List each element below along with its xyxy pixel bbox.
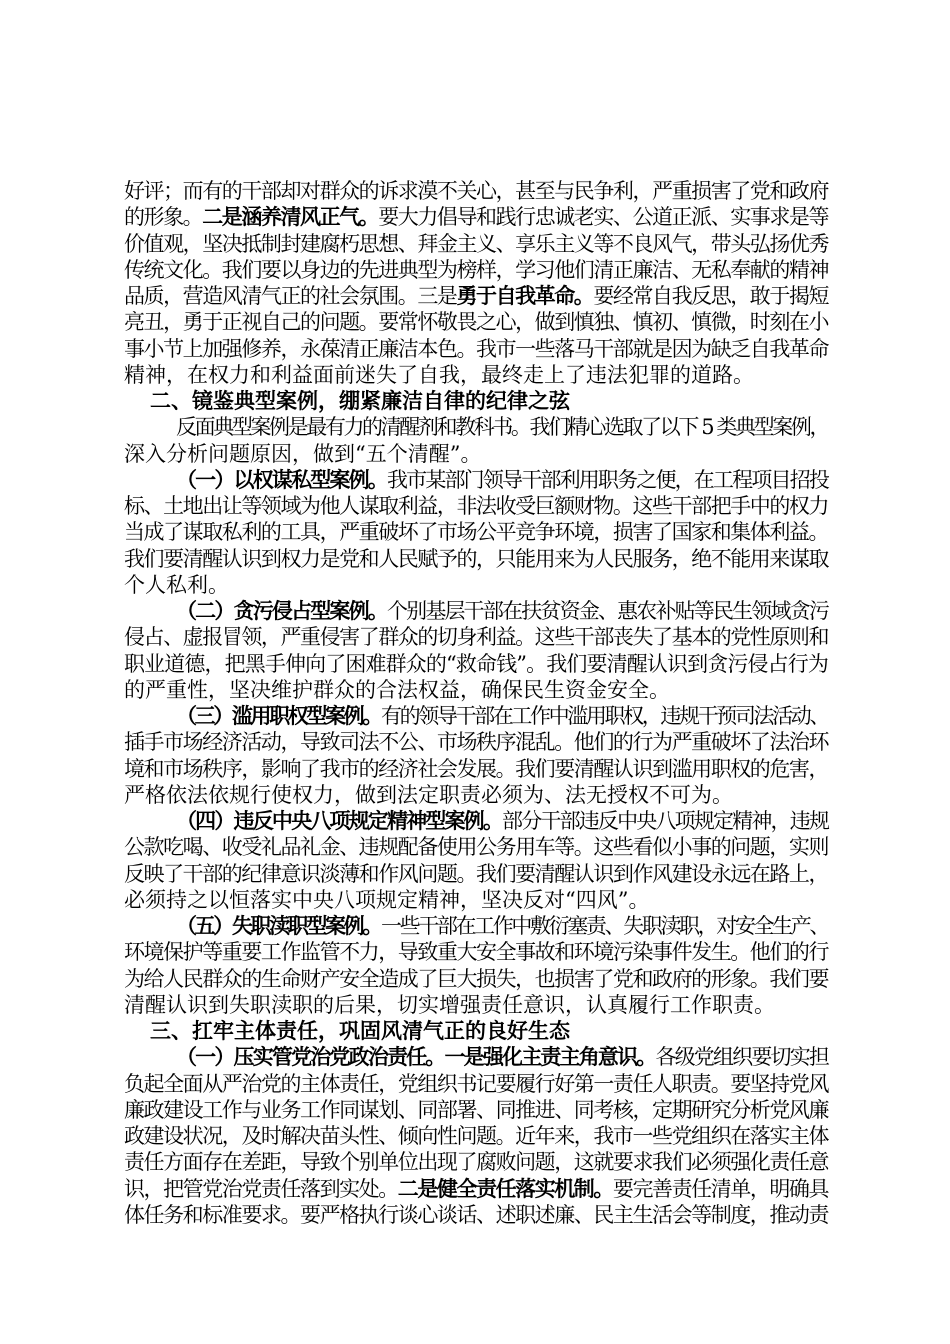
body-text-line (124, 178, 828, 204)
body-text-line (124, 336, 828, 362)
text-segment: 插手市场经济活动，导致司法不公、市场秩序混乱。他们的行为严重破坏了法治环 (124, 730, 828, 755)
paragraph-first-line (124, 703, 828, 729)
bold-text-segment: （一）以权谋私型案例。 (176, 466, 387, 492)
text-segment: 个别基层干部在扶贫资金、惠农补贴等民生领域贪污 (386, 599, 828, 623)
text-segment: 负起全面从严治党的主体责任，党组织书记要履行好第一责任人职责。要坚持党风 (124, 1071, 828, 1096)
text-segment: 价值观，坚决抵制封建腐朽思想、拜金主义、享乐主义等不良风气，带头弘扬优秀 (124, 231, 828, 256)
body-text-line (124, 756, 828, 782)
body-text-line (124, 1176, 828, 1202)
bold-text-segment: （五）失职渎职型案例。 (176, 913, 381, 938)
paragraph-first-line (124, 808, 828, 834)
text-segment: 传统文化。我们要以身边的先进典型为榜样，学习他们清正廉洁、无私奉献的精神 (124, 257, 828, 282)
text-segment: 一些干部在工作中敷衍塞责、失职渎职，对安全生产、 (380, 914, 828, 938)
text-segment: 反映了干部的纪律意识淡薄和作风问题。我们要清醒认识到作风建设永远在路上， (124, 861, 828, 886)
body-text-line (124, 861, 828, 887)
text-segment: 标、土地出让等领域为他人谋取利益，非法收受巨额财物。这些干部把手中的权力 (124, 494, 828, 518)
paragraph-first-line (124, 913, 828, 939)
bold-text-segment: （四）违反中央八项规定精神型案例。 (176, 808, 503, 833)
body-text-line (124, 519, 828, 545)
paragraph-first-line (124, 1044, 828, 1070)
body-text-line (124, 231, 828, 257)
body-text-line (124, 966, 828, 992)
paragraph-last-line (124, 992, 828, 1018)
body-text-line (124, 1123, 828, 1149)
text-segment: 环境保护等重要工作监管不力，导致重大安全事故和环境污染事件发生。他们的行 (124, 940, 828, 965)
body-text-line (124, 834, 828, 860)
paragraph-last-line (124, 887, 828, 913)
paragraph-last-line (124, 677, 828, 703)
body-text-line (124, 651, 828, 677)
text-segment: 品质，营造风清气正的社会氛围。三是 (124, 284, 457, 308)
text-segment: 为给人民群众的生命财产安全造成了巨大损失，也损害了党和政府的形象。我们要 (124, 966, 828, 991)
document-page (124, 178, 828, 1228)
text-segment: 事小节上加强修养，永葆清正廉洁本色。我市一些落马干部就是因为缺乏自我革命 (124, 336, 828, 361)
bold-text-segment: （一）压实管党治党政治责任。一是强化主责主角意识。 (176, 1044, 656, 1070)
text-segment: 要完善责任清单，明确具 (612, 1176, 828, 1201)
section-heading (124, 388, 828, 414)
text-segment: 的严重性，坚决维护群众的合法权益，确保民生资金安全。 (124, 677, 670, 702)
text-segment: 我市某部门领导干部利用职务之便，在工程项目招投 (386, 467, 828, 492)
body-text-line (124, 1071, 828, 1097)
body-text-line (124, 283, 828, 309)
body-text-line (124, 939, 828, 965)
text-segment: 好评；而有的干部却对群众的诉求漠不关心，甚至与民争利，严重损害了党和政府 (124, 179, 828, 203)
text-segment: 各级党组织要切实担 (655, 1045, 828, 1070)
text-segment: 公款吃喝、收受礼品礼金、违规配备使用公务用车等。这些看似小事的问题，实则 (124, 835, 828, 860)
text-segment: 个人私利。 (124, 572, 229, 597)
text-segment: 严格依法依规行使权力，做到法定职责必须为、法无授权不可为。 (124, 782, 733, 807)
text-segment: 识，把管党治党责任落到实处。 (124, 1176, 398, 1201)
paragraph-first-line (124, 598, 828, 624)
body-text-line (124, 624, 828, 650)
paragraph-last-line (124, 441, 828, 467)
text-segment: 有的领导干部在工作中滥用职权，违规干预司法活动、 (380, 704, 828, 728)
body-text-line (124, 1149, 828, 1175)
text-segment: 侵占、虚报冒领，严重侵害了群众的切身利益。这些干部丧失了基本的党性原则和 (124, 625, 828, 650)
bold-text-segment: 二是健全责任落实机制。 (397, 1175, 613, 1201)
text-segment: 我们要清醒认识到权力是党和人民赋予的，只能用来为人民服务，绝不能用来谋取 (124, 546, 828, 571)
text-segment: 清醒认识到失职渎职的后果，切实增强责任意识，认真履行工作职责。 (124, 992, 775, 1017)
text-segment: 反面典型案例是最有力的清醒剂和教科书。我们精心选取了以下 5 类典型案例， (176, 415, 828, 440)
paragraph-last-line (124, 572, 828, 598)
text-segment: 部分干部违反中央八项规定精神，违规 (502, 809, 828, 833)
section-heading (124, 1018, 828, 1044)
bold-text-segment: 勇于自我革命。 (456, 283, 594, 308)
body-text-line (124, 729, 828, 755)
text-segment: 体任务和标准要求。要严格执行谈心谈话、述职述廉、民主生活会等制度，推动责 (124, 1202, 828, 1227)
bold-text-segment: （二）贪污侵占型案例。 (176, 598, 387, 623)
text-segment: 亮丑，勇于正视自己的问题。要常怀敬畏之心，做到慎独、慎初、慎微，时刻在小 (124, 310, 828, 335)
body-text-line (124, 309, 828, 335)
paragraph-first-line (124, 467, 828, 493)
body-text-line (124, 204, 828, 230)
text-segment: 深入分析问题原因，做到“五个清醒”。 (124, 441, 482, 466)
text-segment: 职业道德，把黑手伸向了困难群众的“救命钱”。我们要清醒认识到贪污侵占行为 (124, 651, 828, 676)
bold-text-segment: 二是涵养清风正气。 (202, 204, 379, 230)
text-segment: 当成了谋取私利的工具，严重破坏了市场公平竞争环境，损害了国家和集体利益。 (124, 520, 828, 545)
bold-text-segment: 二、镜鉴典型案例，绷紧廉洁自律的纪律之弦 (150, 388, 570, 413)
text-segment: 要大力倡导和践行忠诚老实、公道正派、实事求是等 (378, 205, 828, 230)
text-segment: 廉政建设工作与业务工作同谋划、同部署、同推进、同考核，定期研究分析党风廉 (124, 1097, 828, 1122)
bold-text-segment: （三）滥用职权型案例。 (176, 703, 381, 728)
paragraph-first-line (124, 414, 828, 440)
body-text-line (124, 257, 828, 283)
text-segment: 必须持之以恒落实中央八项规定精神，坚决反对“四风”。 (124, 887, 650, 912)
body-text-line (124, 1202, 828, 1228)
text-segment: 责任方面存在差距，导致个别单位出现了腐败问题，这就要求我们必须强化责任意 (124, 1150, 828, 1175)
text-segment: 的形象。 (124, 205, 203, 230)
body-text-line (124, 546, 828, 572)
bold-text-segment: 三、扛牢主体责任，巩固风清气正的良好生态 (150, 1018, 570, 1043)
text-segment: 境和市场秩序，影响了我市的经济社会发展。我们要清醒认识到滥用职权的危害， (124, 756, 828, 781)
text-segment: 要经常自我反思，敢于揭短 (593, 284, 828, 308)
text-segment: 精神，在权力和利益面前迷失了自我，最终走上了违法犯罪的道路。 (124, 362, 754, 387)
paragraph-last-line (124, 782, 828, 808)
text-segment: 政建设状况，及时解决苗头性、倾向性问题。近年来，我市一些党组织在落实主体 (124, 1124, 828, 1148)
paragraph-last-line (124, 362, 828, 388)
body-text-line (124, 493, 828, 519)
body-text-line (124, 1097, 828, 1123)
